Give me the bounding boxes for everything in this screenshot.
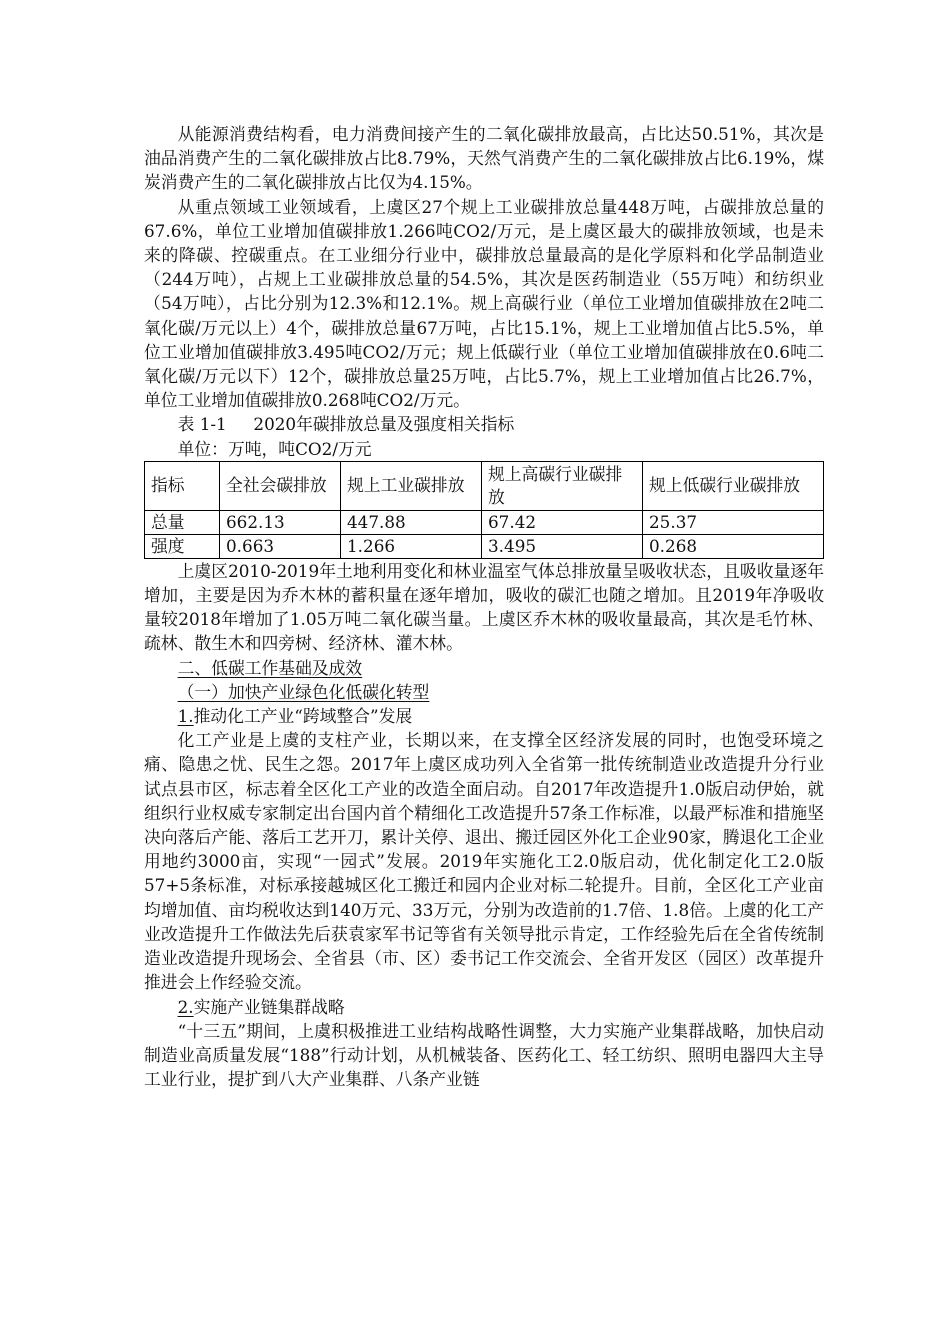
subsection-heading-text: （一）加快产业绿色化低碳化转型 [177,681,430,702]
item-heading-chemical [144,704,824,728]
table-unit: 单位：万吨，吨CO2/万元 [177,438,372,459]
emission-indicator-table [144,461,824,559]
table-cell: 67.42 [482,510,643,534]
item-number: 2. [177,996,194,1017]
table-cell: 1.266 [341,534,482,558]
table-cell: 0.663 [220,534,341,558]
table-header-cell: 规上高碳行业碳排放 [482,461,643,510]
paragraph-industry-cluster: “十三五”期间，上虞积极推进工业结构战略性调整，大力实施产业集群战略，加快启动制造业高质量发展“188”行动计划，从机械装备、医药化工、轻工纺织、照明电器四大主导工业行业，提扩到八大产业集群、八条产业链 [144,1020,824,1090]
section-heading [144,656,824,680]
table-caption: 表 1-1 2020年碳排放总量及强度相关指标 [177,414,515,435]
item-heading-cluster [144,995,824,1019]
paragraph-forestry-sink: 上虞区2010-2019年土地利用变化和林业温室气体总排放量呈吸收状态，且吸收量逐年增加，主要是因为乔木林的蓄积量在逐年增加，吸收的碳汇也随之增加。且2019年净吸收量较2018年增加了1.05万吨二氧化碳当量。上虞区乔木林的吸收量最高，其次是毛竹林、疏林、散生木和四旁树、经济林、灌木林。 [144,560,824,654]
table-cell: 25.37 [643,510,824,534]
table-cell: 3.495 [482,534,643,558]
document-page [144,122,824,1091]
paragraph-energy-structure: 从能源消费结构看，电力消费间接产生的二氧化碳排放最高，占比达50.51%，其次是油品消费产生的二氧化碳排放占比8.79%，天然气消费产生的二氧化碳排放占比6.19%，煤炭消费产生的二氧化碳排放占比仅为4.15%。 [144,124,824,193]
table-header-cell: 全社会碳排放 [220,461,341,510]
table-cell: 总量 [145,510,220,534]
paragraph-industrial-sector: 从重点领域工业领域看，上虞区27个规上工业碳排放总量448万吨，占碳排放总量的67.6%，单位工业增加值碳排放1.266吨CO2/万元，是上虞区最大的碳排放领域，也是未来的降碳、控碳重点。在工业细分行业中，碳排放总量最高的是化学原料和化学品制造业（244万吨），占规上工业碳排放总量的54.5%，其次是医药制造业（55万吨）和纺织业（54万吨），占比分别为12.3%和12.1%。规上高碳行业（单位工业增加值碳排放在2吨二氧化碳/万元以上）4个，碳排放总量67万吨，占比15.1%，规上工业增加值占比5.5%，单位工业增加值碳排放3.495吨CO2/万元；规上低碳行业（单位工业增加值碳排放在0.6吨二氧化碳/万元以下）12个，碳排放总量25万吨，占比5.7%，规上工业增加值占比26.7%，单位工业增加值碳排放0.268吨CO2/万元。 [144,196,824,411]
section-heading-text: 二、低碳工作基础及成效 [177,657,363,678]
table-header-cell: 指标 [145,461,220,510]
table-cell: 0.268 [643,534,824,558]
item-number: 1. [177,706,194,727]
table-cell: 447.88 [341,510,482,534]
subsection-heading [144,680,824,704]
table-header-row [145,461,824,510]
item-heading-text: 推动化工产业“跨域整合”发展 [193,706,413,727]
table-cell: 662.13 [220,510,341,534]
table-row [145,510,824,534]
table-header-cell: 规上工业碳排放 [341,461,482,510]
table-cell: 强度 [145,534,220,558]
paragraph-chemical-industry: 化工产业是上虞的支柱产业，长期以来，在支撑全区经济发展的同时，也饱受环境之痛、隐患之忧、民生之怨。2017年上虞区成功列入全省第一批传统制造业改造提升分行业试点县市区，标志着全区化工产业的改造全面启动。自2017年改造提升1.0版启动伊始，就组织行业权威专家制定出台国内首个精细化工改造提升57条工作标准，以最严标准和措施坚决向落后产能、落后工艺开刀，累计关停、退出、搬迁园区外化工企业90家，腾退化工企业用地约3000亩，实现“一园式”发展。2019年实施化工2.0版启动，优化制定化工2.0版57+5条标准，对标承接越城区化工搬迁和园内企业对标二轮提升。目前，全区化工产业亩均增加值、亩均税收达到140万元、33万元，分别为改造前的1.7倍、1.8倍。上虞的化工产业改造提升工作做法先后获袁家军书记等省有关领导批示肯定，工作经验先后在全省传统制造业改造提升现场会、全省县（市、区）委书记工作交流会、全省开发区（园区）改革提升推进会上作经验交流。 [144,730,824,993]
table-header-cell: 规上低碳行业碳排放 [643,461,824,510]
item-heading-text: 实施产业链集群战略 [193,996,345,1017]
table-row [145,534,824,558]
